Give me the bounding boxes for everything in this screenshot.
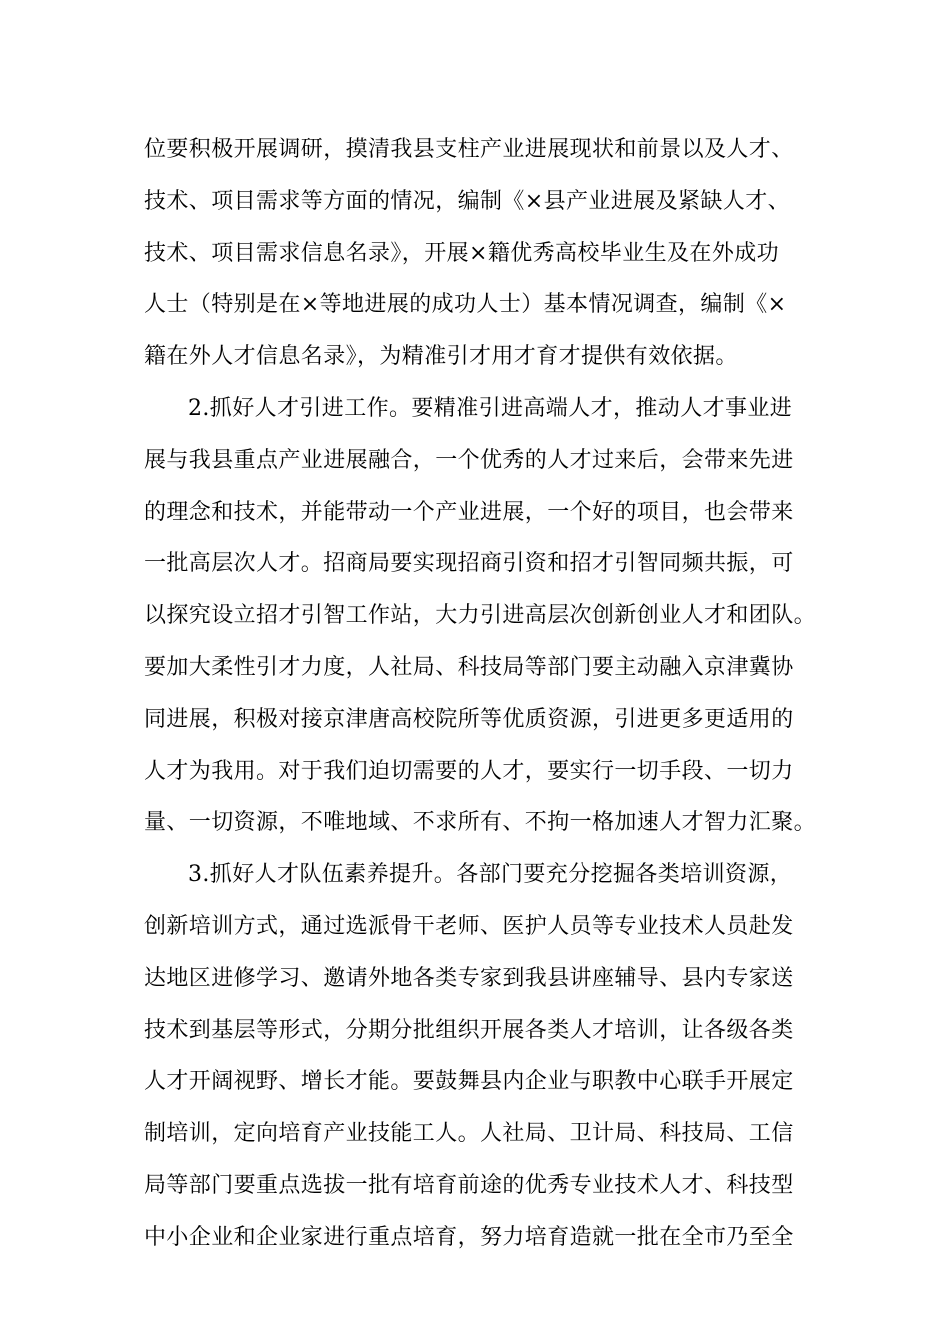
text-line: 技术、项目需求等方面的情况，编制《×县产业进展及紧缺人才、 xyxy=(144,188,791,214)
text-line: 局等部门要重点选拔一批有培育前途的优秀专业技术人才、科技型 xyxy=(144,1172,794,1198)
text-line: 人士（特别是在×等地进展的成功人士）基本情况调查，编制《× xyxy=(144,292,787,318)
body-text xyxy=(144,124,816,1264)
text-line: 创新培训方式，通过选派骨干老师、医护人员等专业技术人员赴发 xyxy=(144,913,794,939)
text-line: 制培训，定向培育产业技能工人。人社局、卫计局、科技局、工信 xyxy=(144,1121,794,1147)
text-line: 位要积极开展调研，摸清我县支柱产业进展现状和前景以及人才、 xyxy=(144,137,794,162)
text-line: 中小企业和企业家进行重点培育，努力培育造就一批在全市乃至全 xyxy=(144,1224,794,1250)
text-line: 籍在外人才信息名录》，为精准引才用才育才提供有效依据。 xyxy=(144,344,738,370)
text-line: 一批高层次人才。招商局要实现招商引资和招才引智同频共振，可 xyxy=(144,551,794,577)
text-line: 展与我县重点产业进展融合，一个优秀的人才过来后，会带来先进 xyxy=(144,447,794,473)
text-line: 要加大柔性引才力度，人社局、科技局等部门要主动融入京津冀协 xyxy=(144,654,794,680)
text-line: 技术、项目需求信息名录》，开展×籍优秀高校毕业生及在外成功 xyxy=(144,240,780,266)
text-line: 同进展，积极对接京津唐高校院所等优质资源，引进更多更适用的 xyxy=(144,706,794,732)
paragraph-2-first-line: 2.抓好人才引进工作。要精准引进高端人才，推动人才事业进 xyxy=(188,395,793,421)
text-line: 量、一切资源，不唯地域、不求所有、不拘一格加速人才智力汇聚。 xyxy=(144,810,817,836)
paragraph-3-first-line: 3.抓好人才队伍素养提升。各部门要充分挖掘各类培训资源， xyxy=(188,862,793,888)
text-line: 达地区进修学习、邀请外地各类专家到我县讲座辅导、县内专家送 xyxy=(144,965,794,991)
text-line: 人才开阔视野、增长才能。要鼓舞县内企业与职教中心联手开展定 xyxy=(144,1069,794,1095)
text-line: 人才为我用。对于我们迫切需要的人才，要实行一切手段、一切力 xyxy=(144,758,794,784)
text-line: 以探究设立招才引智工作站，大力引进高层次创新创业人才和团队。 xyxy=(144,603,817,629)
text-line: 的理念和技术，并能带动一个产业进展，一个好的项目，也会带来 xyxy=(144,499,794,525)
text-line: 技术到基层等形式，分期分批组织开展各类人才培训，让各级各类 xyxy=(144,1017,794,1043)
